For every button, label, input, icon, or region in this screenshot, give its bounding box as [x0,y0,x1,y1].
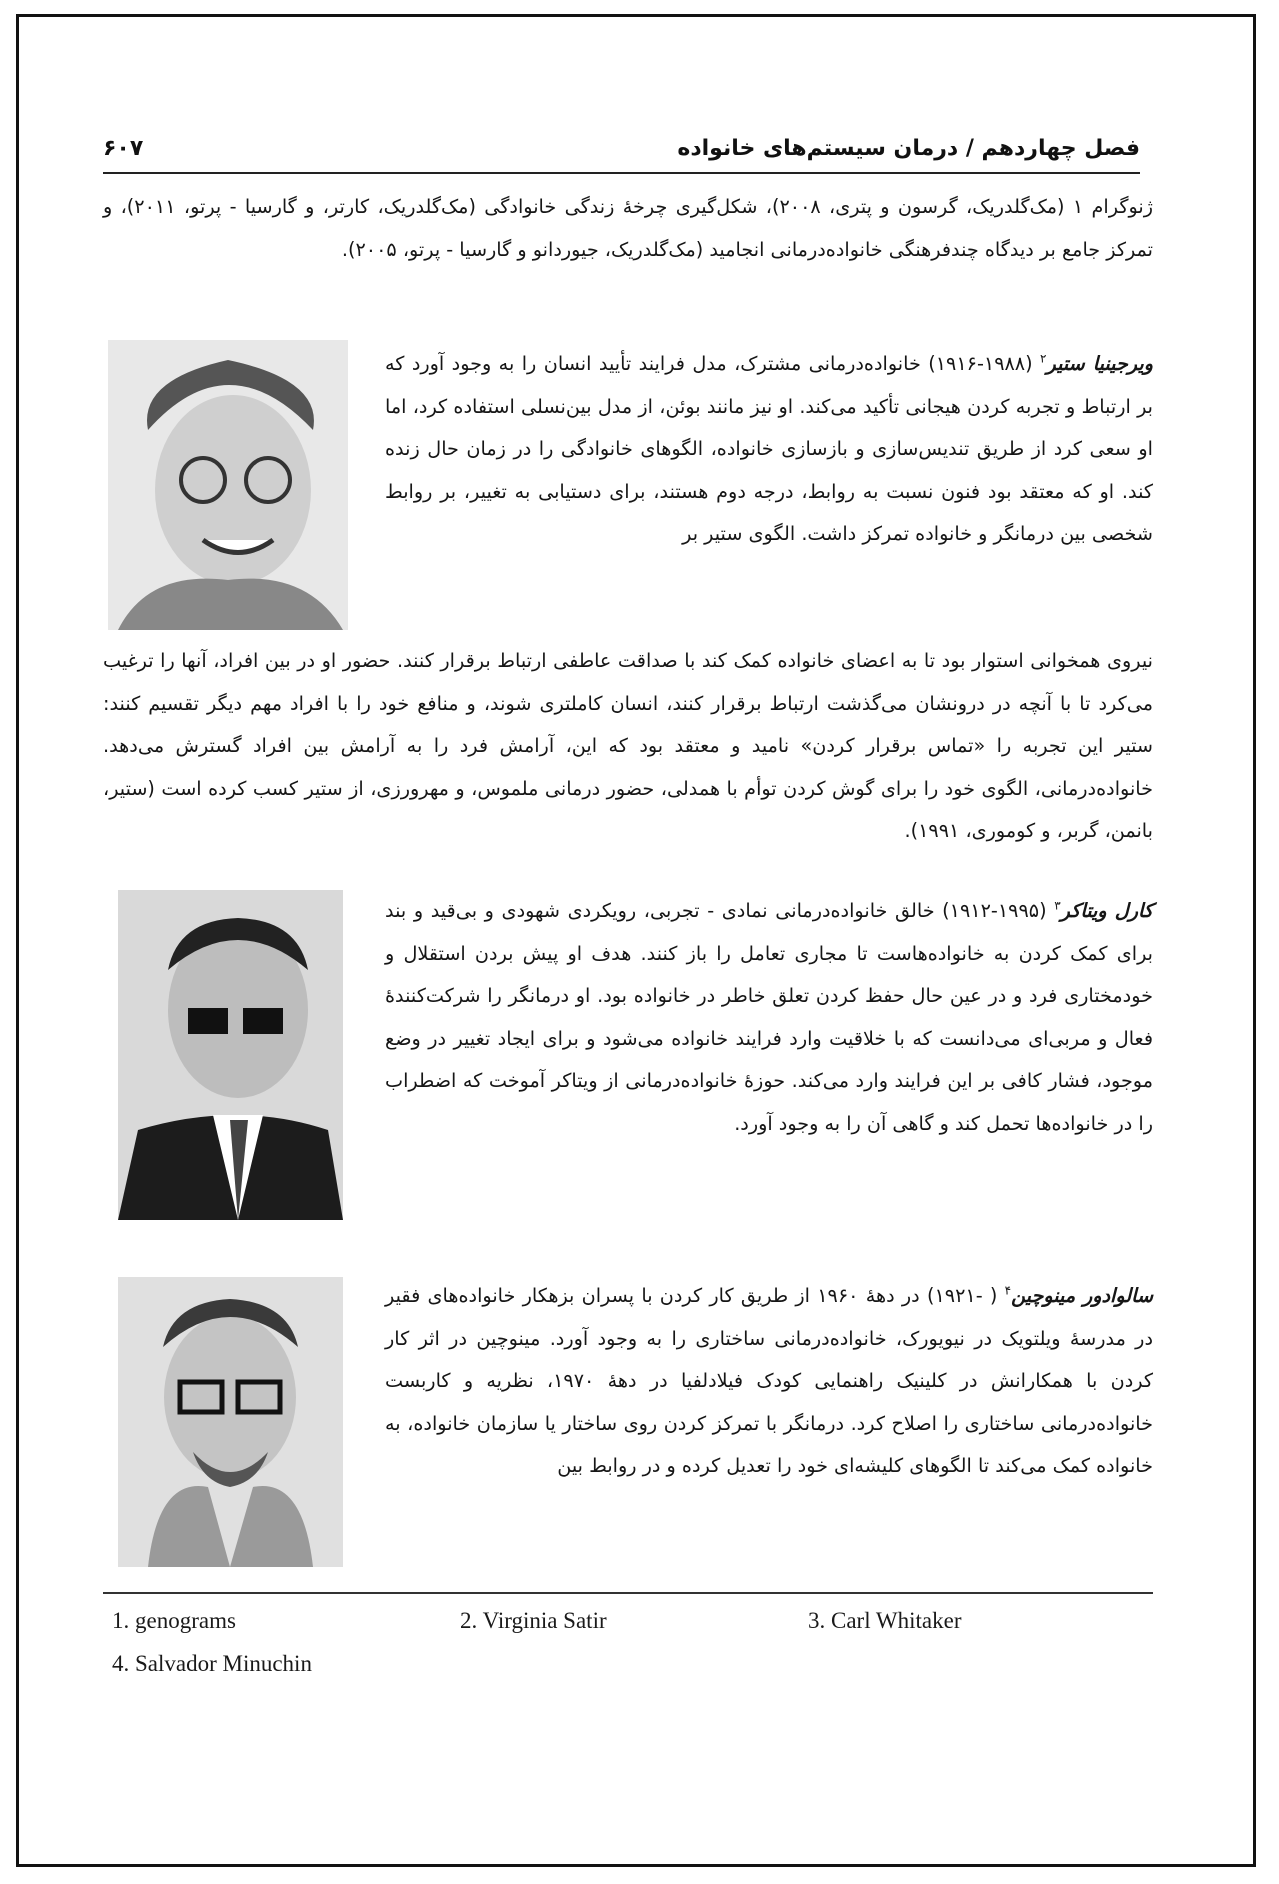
minuchin-paragraph: سالوادور مینوچین$^۴$ ( -۱۹۲۱) در دههٔ ۱۹۶۰ از طریق کار کردن با پسران بزهکار خانواده‌های فقیر در مدرسهٔ ویلتویک در نیویورک، خانواده‌درمانی ساختاری را به وجود آورد. مینوچین در اثر کار کردن با همکارانش در کلینیک راهنمایی کودک فیلادلفیا در دههٔ ۱۹۷۰، نظریه و کاربست خانواده‌درمانی ساختاری را اصلاح کرد. درمانگر با تمرکز کردن روی ساختار یا سازمان خانواده، به خانواده کمک می‌کند تا الگوهای کلیشه‌ای خود را تعدیل کرده و در روابط بین [385,1283,1154,1477]
satir-paragraph: ویرجینیا ستیر$^۲$ (۱۹۸۸-۱۹۱۶) خانواده‌درمانی مشترک، مدل فرایند تأیید انسان را به وجود آورد که بر ارتباط و تجربه کردن هیجانی تأکید می‌کند. او نیز مانند بوئن، از مدل بین‌نسلی استفاده کرد، اما او سعی کرد از طریق تندیس‌سازی و بازسازی خانواده، الگوهای خانوادگی را در زمان حال زنده کند. او که معتقد بود فنون نسبت به روابط، درجه دوم هستند، برای دستیابی به تغییر، بر روابط شخصی بین درمانگر و خانواده تمرکز داشت. الگوی ستیر بر [385,351,1153,545]
virginia-satir-photo [108,340,348,630]
footnote-2: 2. Virginia Satir [460,1608,607,1633]
satir-name: ویرجینیا ستیر [1046,352,1153,375]
footnote-marker-4: ۴ [1004,1283,1012,1298]
minuchin-name: سالوادور مینوچین [1011,1284,1154,1307]
carl-whitaker-photo [118,890,343,1220]
running-title: فصل چهاردهم / درمان سیستم‌های خانواده [677,136,1140,161]
footnote-4: 4. Salvador Minuchin [112,1651,312,1676]
page-header [103,132,1140,174]
satir-paragraph-continued: نیروی همخوانی استوار بود تا به اعضای خانواده کمک کند با صداقت عاطفی ارتباط برقرار کنند. حضور او در بین افراد، آنها را ترغیب می‌کرد تا با آنچه در درونشان می‌گذشت ارتباط برقرار کنند، انسان کاملتری شوند، و منافع خود را با افراد مهم دیگر تقسیم کنند: ستیر این تجربه را «تماس برقرار کردن» نامید و معتقد بود که این، آرامش فرد را به آرامش بین افراد گسترش می‌دهد. خانواده‌درمانی، الگوی خود را برای گوش کردن توأم با همدلی، حضور درمانی ملموس، و مهرورزی، از ستیر کسب کرده است (ستیر، بانمن، گربر، و کوموری، ۱۹۹۱). [103,649,1153,842]
whitaker-name: کارل ویتاکر [1060,899,1153,922]
footnote-3: 3. Carl Whitaker [808,1608,962,1633]
intro-paragraph: ژنوگرام ۱ (مک‌گلدریک، گرسون و پتری، ۲۰۰۸)، شکل‌گیری چرخهٔ زندگی خانوادگی (مک‌گلدریک، کارتر، و گارسیا - پرتو، ۲۰۱۱)، و تمرکز جامع بر دیدگاه چندفرهنگی خانواده‌درمانی انجامید (مک‌گلدریک، جیوردانو و گارسیا - پرتو، ۲۰۰۵). [103,195,1153,261]
footnote-marker-3: ۳ [1054,898,1061,913]
salvador-minuchin-photo [118,1277,343,1567]
footnote-marker-2: ۲ [1040,351,1047,366]
page-number: ۶۰۷ [103,136,144,161]
footnote-divider [103,1592,1153,1594]
whitaker-paragraph: کارل ویتاکر$^۳$ (۱۹۹۵-۱۹۱۲) خالق خانواده‌درمانی نمادی - تجربی، رویکردی شهودی و بی‌قید و بند برای کمک کردن به خانواده‌هاست تا مجاری تعامل را باز کنند. هدف او پیش بردن استقلال و خودمختاری فرد و در عین حال حفظ کردن تعلق خاطر در خانواده بود. او درمانگر را شرکت‌کنندهٔ فعال و مربی‌ای می‌دانست که با خلاقیت وارد فرایند خانواده می‌شود و برای ایجاد تغییر در وضع موجود، فشار کافی بر این فرایند وارد می‌کند. حوزهٔ خانواده‌درمانی از ویتاکر آموخت که اضطراب را در خانواده‌ها تحمل کند و گاهی آن را به وجود آورد. [385,898,1153,1135]
footnote-1: 1. genograms [112,1608,236,1633]
